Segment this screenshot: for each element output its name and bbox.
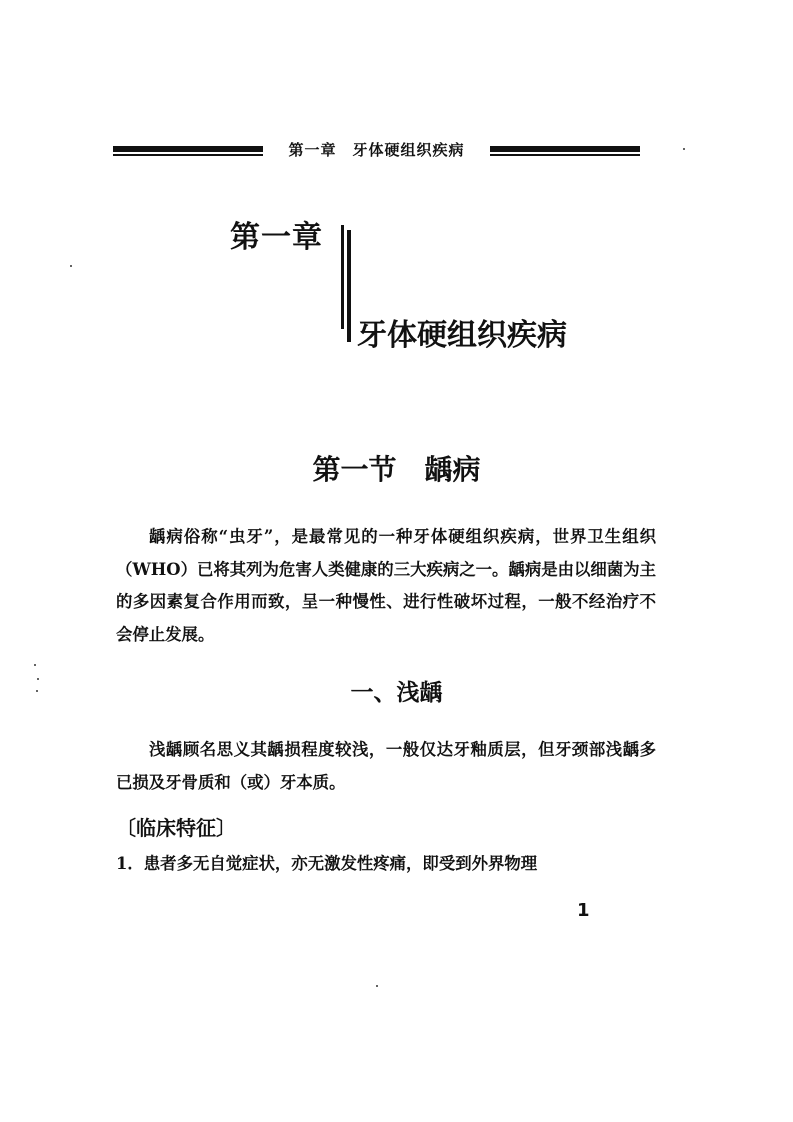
body-paragraph: 龋病俗称“虫牙”，是最常见的一种牙体硬组织疾病，世界卫生组织（WHO）已将其列为危害人类健康的三大疾病之一。龋病是由以细菌为主的多因素复合作用而致，呈一种慢性、进行性破坏过程，一般不经治疗不会停止发展。 [116, 527, 656, 644]
subsection-paragraph: 浅龋顾名思义其龋损程度较浅，一般仅达牙釉质层，但牙颈部浅龋多已损及牙骨质和（或）牙本质。 [116, 740, 656, 792]
page-number: 1 [577, 900, 590, 921]
chapter-divider-line-2 [347, 230, 351, 342]
header-rule-left [113, 141, 263, 157]
scan-speck [37, 678, 39, 680]
section-title: 第一节 龋病 [312, 453, 481, 486]
scan-speck [34, 664, 36, 666]
chapter-divider-line [341, 225, 344, 329]
scan-speck [376, 985, 378, 987]
header-rule-right [490, 141, 640, 157]
list-item: 1．患者多无自觉症状，亦无激发性疼痛，即受到外界物理 [116, 854, 538, 873]
scan-speck [36, 690, 38, 692]
scan-speck [683, 148, 685, 150]
clinical-features-heading: 〔临床特征〕 [116, 816, 236, 840]
running-header: 第一章 牙体硬组织疾病 [288, 141, 465, 159]
subsection-title: 一、浅龋 [350, 679, 443, 706]
chapter-title: 牙体硬组织疾病 [357, 318, 567, 353]
chapter-label: 第一章 [230, 220, 323, 255]
scan-speck [70, 265, 72, 267]
